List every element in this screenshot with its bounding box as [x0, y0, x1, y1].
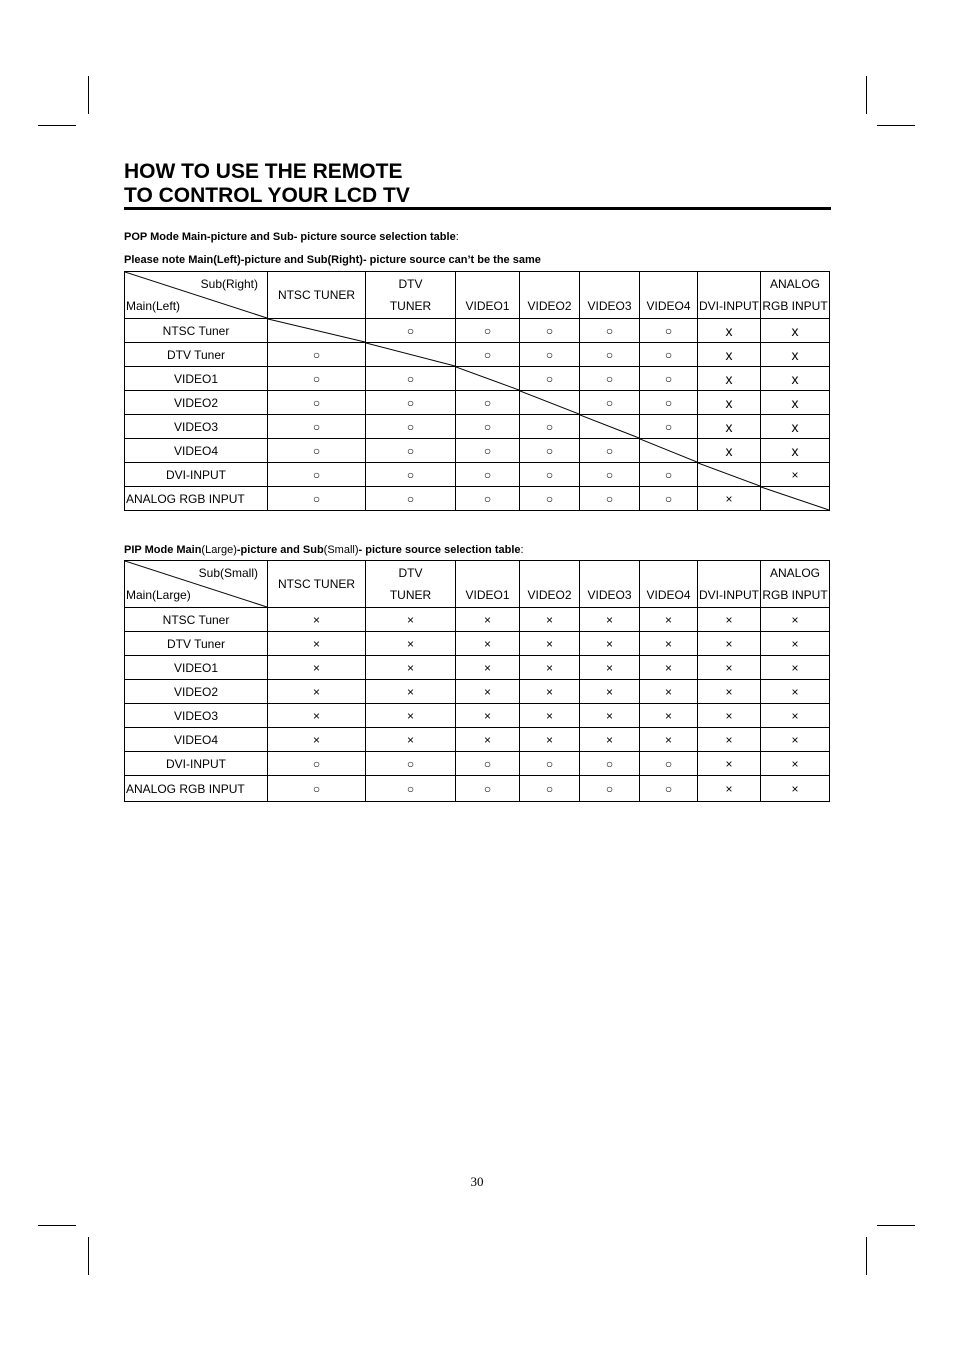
selection-cell: ×: [580, 608, 640, 632]
selection-cell: ×: [366, 704, 456, 728]
selection-cell: ○: [456, 343, 520, 367]
selection-cell: ○: [580, 463, 640, 487]
table-row: [125, 439, 830, 463]
pop-caption-bold: POP Mode Main-picture and Sub- picture source selection table: [124, 231, 456, 243]
selection-cell: ×: [268, 608, 366, 632]
selection-cell: ×: [456, 656, 520, 680]
selection-cell: ○: [580, 391, 640, 415]
selection-cell: ○: [366, 439, 456, 463]
column-header-bottom: VIDEO3: [587, 588, 632, 602]
row-label: VIDEO3: [125, 415, 268, 439]
row-label: VIDEO4: [125, 439, 268, 463]
table-row: [125, 367, 830, 391]
row-label: DTV Tuner: [125, 632, 268, 656]
table-row: [125, 391, 830, 415]
unavailable-cell: [456, 367, 520, 391]
unavailable-cell: [698, 463, 761, 487]
selection-cell: ○: [580, 752, 640, 776]
selection-cell: ○: [520, 415, 580, 439]
row-label: VIDEO3: [125, 704, 268, 728]
corner-main-label: Main(Large): [126, 588, 191, 602]
pip-caption: [124, 543, 524, 557]
column-header-bottom: VIDEO1: [465, 588, 510, 602]
column-header-top: ANALOG: [769, 277, 820, 291]
column-header: [761, 272, 830, 319]
selection-cell: ○: [640, 415, 698, 439]
crop-mark: [877, 1225, 915, 1226]
selection-cell: ×: [366, 608, 456, 632]
unavailable-cell: [761, 487, 830, 511]
selection-cell: x: [761, 343, 830, 367]
column-header: [520, 272, 580, 319]
selection-cell: ○: [366, 776, 456, 802]
selection-cell: ×: [698, 752, 761, 776]
header-row: [125, 272, 830, 319]
column-header-top: DTV: [398, 277, 423, 291]
selection-cell: ○: [268, 487, 366, 511]
selection-cell: ×: [698, 680, 761, 704]
selection-cell: ○: [366, 367, 456, 391]
row-label: ANALOG RGB INPUT: [125, 776, 268, 802]
crop-mark: [38, 1225, 76, 1226]
selection-cell: ○: [456, 415, 520, 439]
selection-cell: ×: [761, 704, 830, 728]
unavailable-cell: [640, 439, 698, 463]
row-label: VIDEO1: [125, 656, 268, 680]
column-header-bottom: DVI-INPUT: [699, 588, 759, 602]
column-header-top: ANALOG: [769, 566, 820, 580]
column-header: NTSC TUNER: [268, 272, 366, 319]
selection-cell: ×: [640, 728, 698, 752]
selection-cell: ×: [580, 728, 640, 752]
selection-cell: ○: [456, 487, 520, 511]
selection-cell: ×: [456, 680, 520, 704]
column-header: [698, 561, 761, 608]
selection-cell: ×: [580, 656, 640, 680]
selection-cell: ×: [366, 632, 456, 656]
selection-cell: ×: [761, 776, 830, 802]
selection-cell: x: [698, 343, 761, 367]
selection-cell: ×: [520, 656, 580, 680]
column-header: [366, 561, 456, 608]
row-label: VIDEO4: [125, 728, 268, 752]
selection-cell: ×: [520, 680, 580, 704]
selection-cell: x: [698, 367, 761, 391]
unavailable-cell: [520, 391, 580, 415]
selection-cell: ○: [268, 752, 366, 776]
row-label: DVI-INPUT: [125, 752, 268, 776]
selection-cell: ×: [520, 608, 580, 632]
crop-mark: [877, 125, 915, 126]
selection-cell: ×: [456, 608, 520, 632]
pop-caption: [124, 230, 459, 244]
selection-cell: ○: [640, 487, 698, 511]
column-header-bottom: VIDEO4: [646, 588, 691, 602]
selection-cell: ×: [580, 680, 640, 704]
unavailable-cell: [580, 415, 640, 439]
selection-cell: ×: [520, 728, 580, 752]
selection-cell: ○: [456, 752, 520, 776]
selection-cell: ×: [698, 776, 761, 802]
title-line-1: HOW TO USE THE REMOTE: [124, 160, 403, 183]
selection-cell: ×: [456, 632, 520, 656]
corner-sub-label: Sub(Right): [200, 277, 258, 291]
selection-cell: ×: [366, 728, 456, 752]
selection-cell: ○: [456, 319, 520, 343]
selection-cell: x: [698, 415, 761, 439]
selection-cell: ○: [580, 439, 640, 463]
column-header-bottom: VIDEO3: [587, 299, 632, 313]
selection-cell: ○: [268, 776, 366, 802]
column-header-bottom: RGB INPUT: [762, 588, 828, 602]
column-header: [456, 272, 520, 319]
row-label: DTV Tuner: [125, 343, 268, 367]
corner-header-cell: [125, 272, 268, 319]
selection-cell: ○: [640, 367, 698, 391]
crop-mark: [866, 76, 867, 114]
selection-cell: ○: [640, 752, 698, 776]
table-row: [125, 776, 830, 802]
corner-main-label: Main(Left): [126, 299, 181, 313]
selection-cell: ○: [520, 343, 580, 367]
column-header: [366, 272, 456, 319]
table-row: [125, 608, 830, 632]
selection-cell: ○: [366, 319, 456, 343]
selection-cell: ○: [520, 439, 580, 463]
row-label: NTSC Tuner: [125, 608, 268, 632]
selection-cell: ○: [268, 367, 366, 391]
page-number: 30: [470, 1174, 484, 1189]
row-label: VIDEO2: [125, 391, 268, 415]
selection-cell: x: [698, 319, 761, 343]
row-label: DVI-INPUT: [125, 463, 268, 487]
table-row: [125, 704, 830, 728]
row-label: ANALOG RGB INPUT: [125, 487, 268, 511]
selection-cell: ×: [761, 680, 830, 704]
selection-cell: ×: [761, 728, 830, 752]
column-header-bottom: TUNER: [389, 588, 432, 602]
selection-cell: ×: [640, 680, 698, 704]
selection-cell: ○: [456, 439, 520, 463]
selection-cell: ×: [698, 704, 761, 728]
selection-cell: ×: [698, 487, 761, 511]
selection-cell: x: [761, 319, 830, 343]
selection-cell: ×: [761, 656, 830, 680]
column-header-bottom: VIDEO4: [646, 299, 691, 313]
table-row: [125, 680, 830, 704]
selection-cell: ○: [580, 776, 640, 802]
selection-cell: ×: [761, 608, 830, 632]
selection-cell: ○: [366, 415, 456, 439]
crop-mark: [38, 125, 76, 126]
pop-note-text: Please note Main(Left)-picture and Sub(Right)- picture source can’t be the same: [124, 254, 541, 266]
selection-cell: ○: [268, 439, 366, 463]
selection-cell: ○: [520, 776, 580, 802]
selection-cell: ×: [268, 632, 366, 656]
selection-cell: ×: [640, 632, 698, 656]
unavailable-cell: [366, 343, 456, 367]
pop-source-table: [124, 271, 830, 511]
selection-cell: ×: [580, 632, 640, 656]
selection-cell: ○: [366, 487, 456, 511]
pip-caption-bold-3: - picture source selection table: [358, 544, 521, 556]
column-header-bottom: VIDEO2: [527, 299, 572, 313]
column-header: [698, 272, 761, 319]
column-header-bottom: VIDEO2: [527, 588, 572, 602]
selection-cell: ×: [580, 704, 640, 728]
column-header-bottom: DVI-INPUT: [699, 299, 759, 313]
selection-cell: ○: [640, 343, 698, 367]
table-row: [125, 415, 830, 439]
selection-cell: ○: [640, 391, 698, 415]
column-header-top: DTV: [398, 566, 423, 580]
row-label: VIDEO1: [125, 367, 268, 391]
selection-cell: ○: [456, 776, 520, 802]
selection-cell: ○: [268, 463, 366, 487]
selection-cell: ×: [761, 632, 830, 656]
table-row: [125, 343, 830, 367]
page-title: [124, 160, 831, 208]
column-header-bottom: RGB INPUT: [762, 299, 828, 313]
pip-caption-norm-1: (Large): [201, 544, 237, 556]
selection-cell: ○: [580, 487, 640, 511]
table-row: [125, 319, 830, 343]
selection-cell: ○: [520, 487, 580, 511]
selection-cell: ○: [456, 463, 520, 487]
selection-cell: ×: [366, 656, 456, 680]
selection-cell: ×: [698, 728, 761, 752]
selection-cell: ×: [761, 463, 830, 487]
crop-mark: [88, 1237, 89, 1275]
selection-cell: ○: [640, 319, 698, 343]
selection-cell: ×: [366, 680, 456, 704]
selection-cell: x: [698, 391, 761, 415]
selection-cell: x: [761, 391, 830, 415]
selection-cell: ○: [456, 391, 520, 415]
column-header: [520, 561, 580, 608]
selection-cell: ○: [580, 343, 640, 367]
selection-cell: ×: [268, 656, 366, 680]
selection-cell: ○: [520, 319, 580, 343]
row-label: VIDEO2: [125, 680, 268, 704]
selection-cell: ○: [366, 463, 456, 487]
selection-cell: ×: [268, 704, 366, 728]
column-header-bottom: VIDEO1: [465, 299, 510, 313]
pip-caption-tail: :: [520, 544, 524, 556]
selection-cell: ○: [580, 319, 640, 343]
selection-cell: ×: [761, 752, 830, 776]
selection-cell: ○: [268, 415, 366, 439]
table-row: [125, 656, 830, 680]
table-row: [125, 752, 830, 776]
title-rule: [124, 207, 831, 210]
selection-cell: ×: [268, 728, 366, 752]
selection-cell: ○: [366, 752, 456, 776]
selection-cell: x: [761, 367, 830, 391]
selection-cell: ×: [520, 704, 580, 728]
table-row: [125, 632, 830, 656]
table-row: [125, 728, 830, 752]
selection-cell: ○: [520, 463, 580, 487]
selection-cell: ×: [698, 632, 761, 656]
pop-note: [124, 253, 541, 267]
selection-cell: ×: [698, 656, 761, 680]
row-label: NTSC Tuner: [125, 319, 268, 343]
selection-cell: x: [698, 439, 761, 463]
selection-cell: ○: [520, 367, 580, 391]
selection-cell: x: [761, 439, 830, 463]
table-row: [125, 463, 830, 487]
selection-cell: x: [761, 415, 830, 439]
unavailable-cell: [268, 319, 366, 343]
crop-mark: [88, 76, 89, 114]
column-header: [456, 561, 520, 608]
title-line-2: TO CONTROL YOUR LCD TV: [124, 184, 410, 207]
column-header: [640, 272, 698, 319]
selection-cell: ×: [456, 728, 520, 752]
crop-mark: [866, 1237, 867, 1275]
selection-cell: ○: [640, 463, 698, 487]
column-header: [580, 272, 640, 319]
pip-caption-bold-1: PIP Mode Main: [124, 544, 202, 556]
selection-cell: ×: [268, 680, 366, 704]
selection-cell: ×: [640, 656, 698, 680]
corner-header-cell: [125, 561, 268, 608]
column-header: [580, 561, 640, 608]
selection-cell: ○: [640, 776, 698, 802]
pip-source-table: [124, 560, 830, 802]
table-row: [125, 487, 830, 511]
column-header-bottom: TUNER: [389, 299, 432, 313]
column-header: [761, 561, 830, 608]
pop-caption-tail: :: [455, 231, 459, 243]
selection-cell: ×: [640, 704, 698, 728]
column-header: NTSC TUNER: [268, 561, 366, 608]
column-header: [640, 561, 698, 608]
corner-sub-label: Sub(Small): [198, 566, 258, 580]
selection-cell: ×: [640, 608, 698, 632]
pip-caption-norm-2: (Small): [323, 544, 359, 556]
selection-cell: ○: [520, 752, 580, 776]
selection-cell: ×: [520, 632, 580, 656]
selection-cell: ○: [268, 391, 366, 415]
selection-cell: ×: [698, 608, 761, 632]
selection-cell: ○: [580, 367, 640, 391]
selection-cell: ×: [456, 704, 520, 728]
pip-caption-bold-2: -picture and Sub: [236, 544, 324, 556]
selection-cell: ○: [366, 391, 456, 415]
selection-cell: ○: [268, 343, 366, 367]
header-row: [125, 561, 830, 608]
